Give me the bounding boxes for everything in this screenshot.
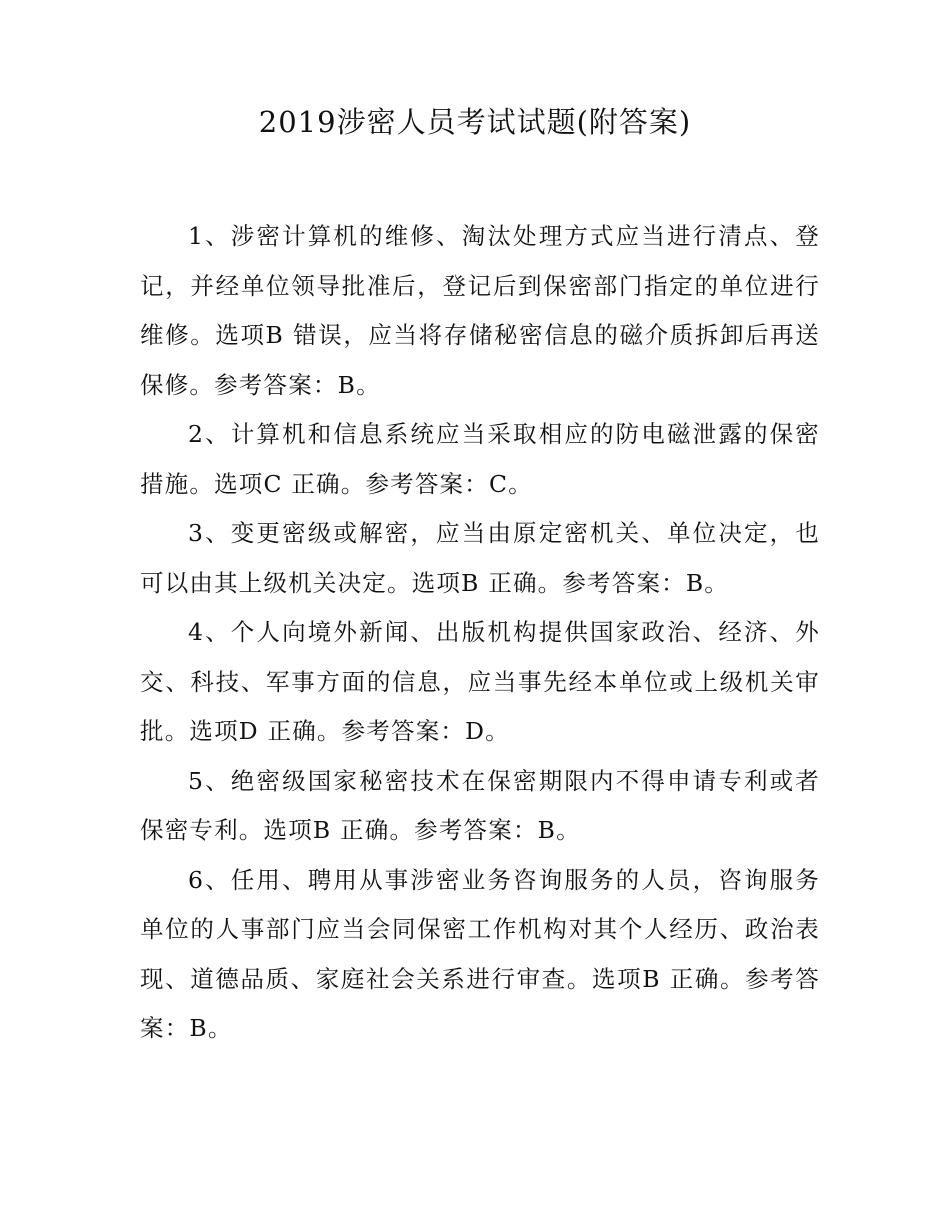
question-paragraph-5: 5、绝密级国家秘密技术在保密期限内不得申请专利或者保密专利。选项B 正确。参考答案：B。 (140, 766, 820, 844)
question-paragraph-2: 2、计算机和信息系统应当采取相应的防电磁泄露的保密措施。选项C 正确。参考答案：C。 (140, 420, 820, 498)
document-title: 2019涉密人员考试试题(附答案) (258, 105, 692, 139)
document-body (140, 212, 820, 1054)
question-paragraph-4: 4、个人向境外新闻、出版机构提供国家政治、经济、外交、科技、军事方面的信息，应当事先经本单位或上级机关审批。选项D 正确。参考答案：D。 (140, 618, 820, 745)
question-paragraph-3: 3、变更密级或解密，应当由原定密机关、单位决定，也可以由其上级机关决定。选项B 正确。参考答案：B。 (140, 519, 820, 597)
question-paragraph-1: 1、涉密计算机的维修、淘汰处理方式应当进行清点、登记，并经单位领导批准后，登记后到保密部门指定的单位进行维修。选项B 错误，应当将存储秘密信息的磁介质拆卸后再送保修。参考答案：B。 (140, 222, 820, 399)
question-paragraph-6: 6、任用、聘用从事涉密业务咨询服务的人员，咨询服务单位的人事部门应当会同保密工作机构对其个人经历、政治表现、道德品质、家庭社会关系进行审查。选项B 正确。参考答案：B。 (140, 865, 820, 1042)
